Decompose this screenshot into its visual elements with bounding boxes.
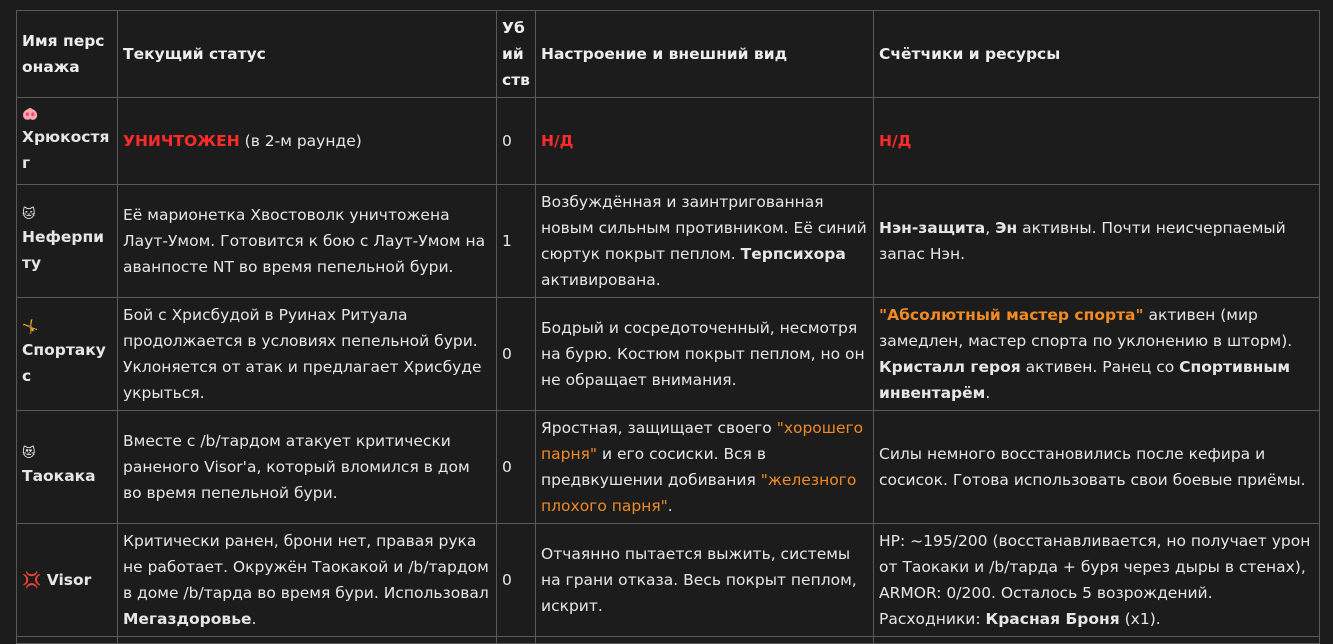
header-status: Текущий статус: [118, 11, 497, 98]
character-table-wrapper: [16, 10, 1319, 644]
ability-name: Нэн-защита: [879, 219, 986, 237]
mood-text: Яростная, защищает своего: [541, 419, 777, 437]
counters-cell: [874, 298, 1320, 411]
status-cell: [118, 98, 497, 185]
status-text: (в 2-м раунде): [239, 132, 362, 150]
mood-cell: Бодрый и сосредоточенный, несмотря на бурю. Костюм покрыт пеплом, но он не обращает внимания.: [536, 298, 874, 411]
empty-cell: [497, 637, 536, 644]
mood-tail: активирована.: [541, 271, 661, 289]
item-name: Красная Броня: [985, 610, 1120, 628]
ability-name: Эн: [995, 219, 1018, 237]
item-name: Кристалл героя: [879, 358, 1021, 376]
character-name-cell: [17, 98, 118, 185]
character-name: Хрюкостяг: [22, 128, 110, 172]
character-name-cell: [17, 524, 118, 637]
status-tail: .: [251, 610, 257, 628]
destroyed-label: УНИЧТОЖЕН: [123, 132, 240, 150]
counters-cell: [874, 185, 1320, 298]
mood-cell: [536, 185, 874, 298]
header-mood: Настроение и внешний вид: [536, 11, 874, 98]
status-cell: [118, 524, 497, 637]
quote-text: "железного плохого парня": [541, 471, 857, 515]
character-name: Спортакус: [22, 341, 106, 385]
mood-cell: [536, 411, 874, 524]
table-row: [17, 524, 1320, 637]
counters-tail: (x1).: [1119, 610, 1161, 628]
character-status-table: [16, 10, 1320, 644]
character-name: Таокака: [22, 467, 96, 485]
character-name-cell: [17, 298, 118, 411]
anger-symbol-icon: 💢: [22, 571, 42, 589]
table-row: [17, 98, 1320, 185]
kills-cell: 0: [497, 298, 536, 411]
counters-tail: .: [985, 384, 991, 402]
cat-face-icon: 🐱: [22, 207, 36, 222]
ability-name: "Абсолютный мастер спорта": [879, 306, 1144, 324]
counters-cell: Силы немного восстановились после кефира и сосисок. Готова использовать свои боевые приёмы.: [874, 411, 1320, 524]
counters-cell: [874, 524, 1320, 637]
counters-text: HP: ~195/200 (восстанавливается, но получает урон от Таокаки и /b/тарда + буря через дыры в стенах), ARMOR: 0/200. Осталось 5 возрождений. Расходники:: [879, 532, 1311, 628]
table-row: [17, 298, 1320, 411]
empty-cell: [536, 637, 874, 644]
empty-cell: [118, 637, 497, 644]
table-header-row: [17, 11, 1320, 98]
mood-tail: .: [667, 497, 673, 515]
table-row: [17, 411, 1320, 524]
header-kills: Убийств: [497, 11, 536, 98]
empty-cell: [874, 637, 1320, 644]
counters-text: активен. Ранец со: [1020, 358, 1180, 376]
mood-text: Возбуждённая и заинтригованная новым сильным противником. Её синий сюртук покрыт пеплом.: [541, 193, 867, 263]
quote-text: "хорошего парня": [541, 419, 864, 463]
mood-cell: Н/Д: [536, 98, 874, 185]
kills-cell: 1: [497, 185, 536, 298]
cartwheel-icon: 🤸: [22, 320, 39, 335]
kills-cell: 0: [497, 411, 536, 524]
status-cell: Вместе с /b/тардом атакует критически раненого Visor'a, который вломился в дом во время пепельной бури.: [118, 411, 497, 524]
header-counters: Счётчики и ресурсы: [874, 11, 1320, 98]
character-name-cell: [17, 185, 118, 298]
counters-tail: активны. Почти неисчерпаемый запас Нэн.: [879, 219, 1286, 263]
item-name: Спортивным инвентарём: [879, 358, 1291, 402]
mood-text: и его сосиски. Вся в предвкушении добивания: [541, 445, 767, 489]
status-text: Критически ранен, брони нет, правая рука не работает. Окружён Таокакой и /b/тардом в доме /b/тарда во время бури. Использовал: [123, 532, 489, 602]
table-row: [17, 185, 1320, 298]
kills-cell: 0: [497, 98, 536, 185]
counters-cell: Н/Д: [874, 98, 1320, 185]
item-name: Мегаздоровье: [123, 610, 252, 628]
heart-eyes-cat-icon: 😻: [22, 446, 36, 461]
character-name: Неферпиту: [22, 228, 105, 272]
mood-cell: Отчаянно пытается выжить, системы на грани отказа. Весь покрыт пеплом, искрит.: [536, 524, 874, 637]
pig-nose-icon: 🐽: [22, 107, 39, 122]
table-row-partial: [17, 637, 1320, 644]
ability-name: Терпсихора: [740, 245, 846, 263]
status-cell: Её марионетка Хвостоволк уничтожена Лаут-Умом. Готовится к бою с Лаут-Умом на аванпосте NT во время пепельной бури.: [118, 185, 497, 298]
empty-cell: [17, 637, 118, 644]
status-cell: Бой с Хрисбудой в Руинах Ритуала продолжается в условиях пепельной бури. Уклоняется от атак и предлагает Хрисбуде укрыться.: [118, 298, 497, 411]
counters-text: активен (мир замедлен, мастер спорта по уклонению в шторм).: [879, 306, 1293, 350]
character-name-cell: [17, 411, 118, 524]
kills-cell: 0: [497, 524, 536, 637]
separator: ,: [985, 219, 996, 237]
character-name: Visor: [46, 571, 92, 589]
header-name: Имя персонажа: [17, 11, 118, 98]
